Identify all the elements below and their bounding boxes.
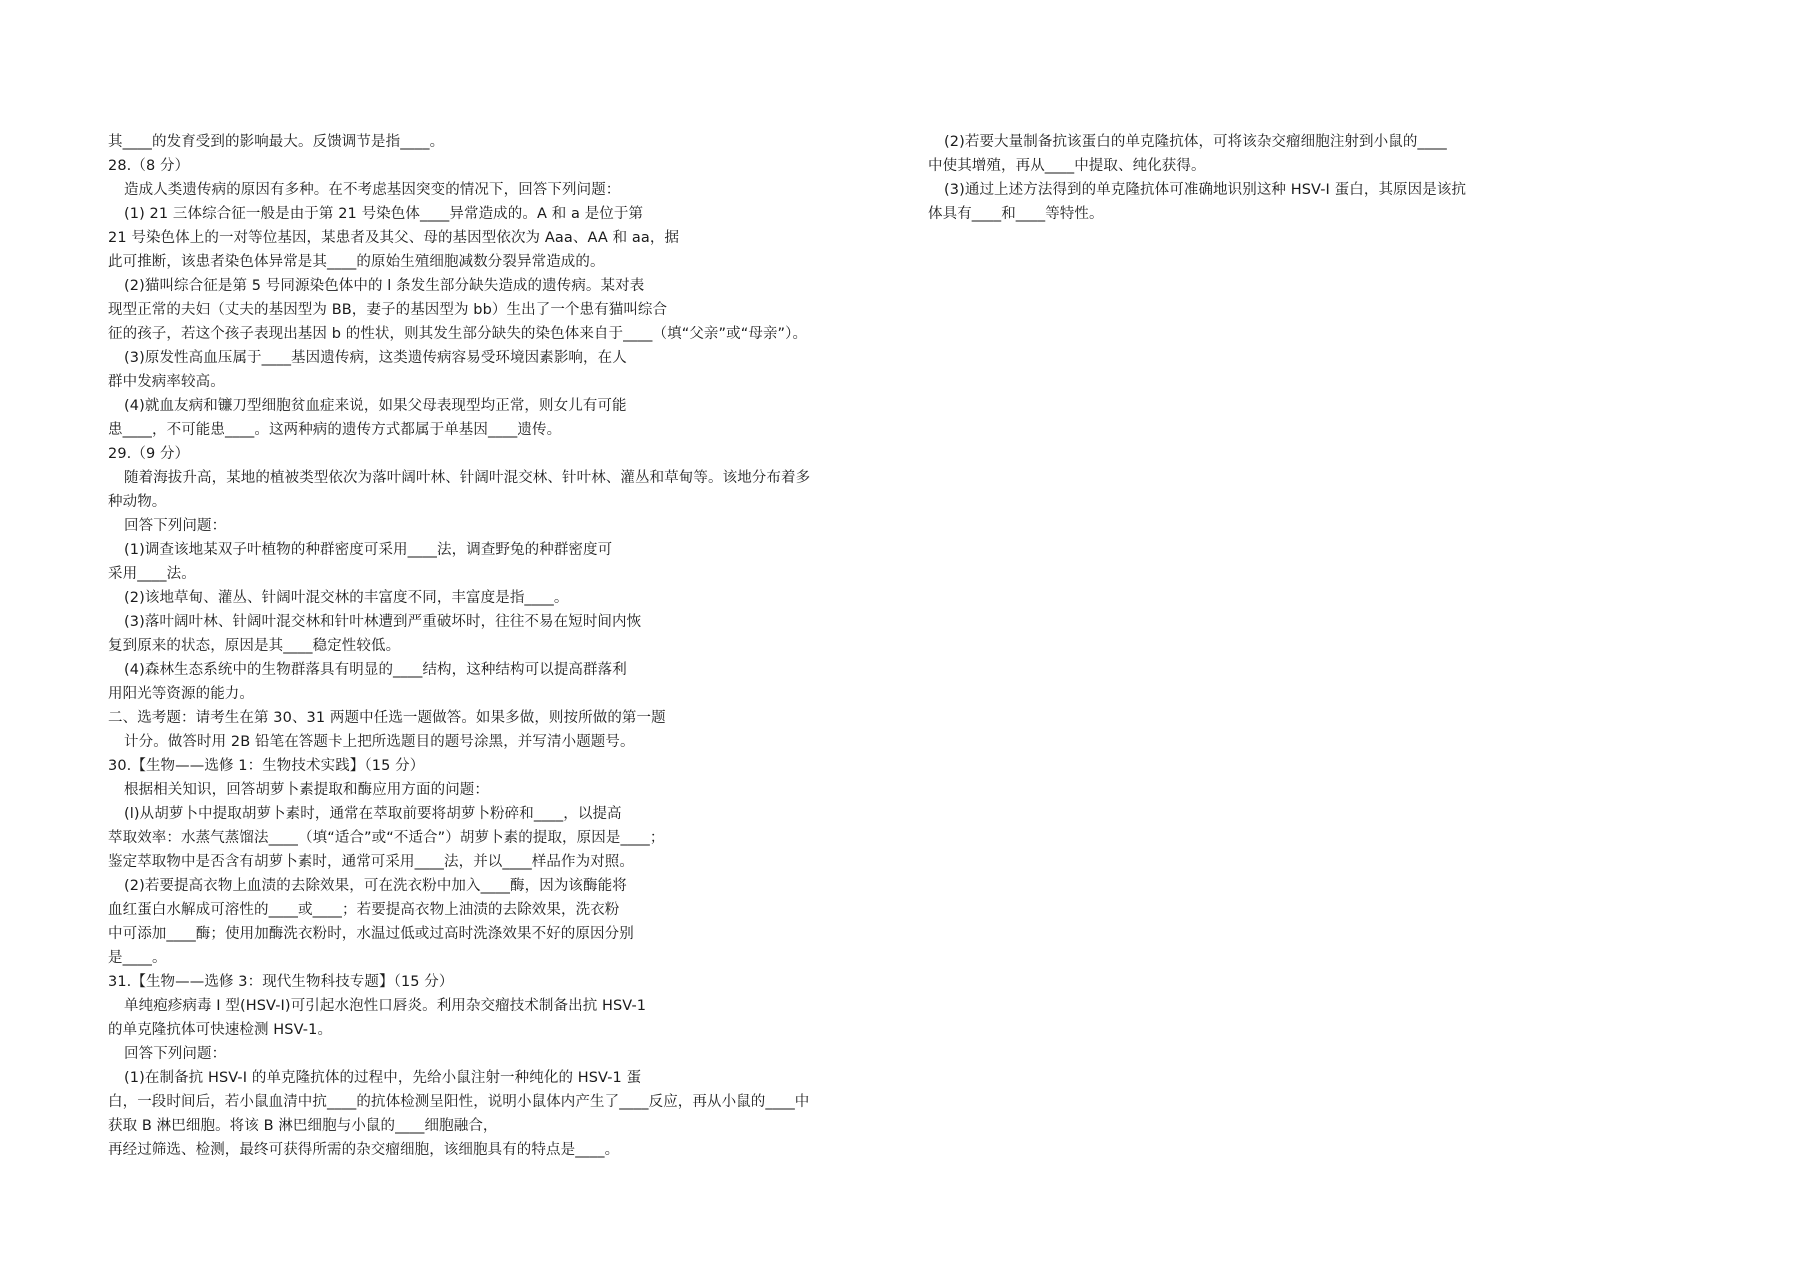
text-line: 29.（9 分） [108, 446, 190, 462]
text-line: 复到原来的状态，原因是其____稳定性较低。 [108, 638, 401, 654]
text-line: 随着海拔升高，某地的植被类型依次为落叶阔叶林、针阔叶混交林、针叶林、灌丛和草甸等。该地分布着多 [124, 470, 811, 486]
text-line: (4)森林生态系统中的生物群落具有明显的____结构，这种结构可以提高群落利 [124, 662, 627, 678]
text-line: (2)若要大量制备抗该蛋白的单克隆抗体，可将该杂交瘤细胞注射到小鼠的____ [944, 134, 1447, 150]
text-line: 根据相关知识，回答胡萝卜素提取和酶应用方面的问题： [124, 782, 489, 798]
right-column [928, 130, 1648, 226]
text-line: 体具有____和____等特性。 [928, 206, 1104, 222]
text-line: (1) 21 三体综合征一般是由于第 21 号染色体____异常造成的。A 和 a 是位于第 [124, 206, 644, 222]
text-line: (l)从胡萝卜中提取胡萝卜素时，通常在萃取前要将胡萝卜粉碎和____，以提高 [124, 806, 622, 822]
text-line: (1)调查该地某双子叶植物的种群密度可采用____法，调查野兔的种群密度可 [124, 542, 613, 558]
text-line: 回答下列问题： [124, 518, 227, 534]
text-line: 征的孩子，若这个孩子表现出基因 b 的性状，则其发生部分缺失的染色体来自于____（填“父亲”或“母亲”）。 [108, 326, 808, 342]
text-line: (2)猫叫综合征是第 5 号同源染色体中的 l 条发生部分缺失造成的遗传病。某对表 [124, 278, 645, 294]
text-line: 30.【生物——选修 1：生物技术实践】（15 分） [108, 758, 425, 774]
text-line: 群中发病率较高。 [108, 374, 225, 390]
text-line: 中可添加____酶；使用加酶洗衣粉时，水温过低或过高时洗涤效果不好的原因分别 [108, 926, 634, 942]
text-line: 白，一段时间后，若小鼠血清中抗____的抗体检测呈阳性，说明小鼠体内产生了____反应，再从小鼠的____中 [108, 1094, 810, 1110]
text-line: 回答下列问题： [124, 1046, 227, 1062]
text-line: 的单克隆抗体可快速检测 HSV-1。 [108, 1022, 333, 1038]
text-line: 用阳光等资源的能力。 [108, 686, 254, 702]
text-line: 现型正常的夫妇（丈夫的基因型为 BB，妻子的基因型为 bb）生出了一个患有猫叫综合 [108, 302, 668, 318]
text-line: 21 号染色体上的一对等位基因，某患者及其父、母的基因型依次为 Aaa、AA 和 aa，据 [108, 230, 680, 246]
text-line: 中使其增殖，再从____中提取、纯化获得。 [928, 158, 1206, 174]
text-line: 计分。做答时用 2B 铅笔在答题卡上把所选题目的题号涂黑，并写清小题题号。 [124, 734, 635, 750]
text-line: (3)落叶阔叶林、针阔叶混交林和针叶林遭到严重破坏时，往往不易在短时间内恢 [124, 614, 642, 630]
text-line: 血红蛋白水解成可溶性的____或____；若要提高衣物上油渍的去除效果，洗衣粉 [108, 902, 620, 918]
text-line: 萃取效率：水蒸气蒸馏法____（填“适合”或“不适合”）胡萝卜素的提取，原因是____； [108, 830, 665, 846]
text-line: 此可推断，该患者染色体异常是其____的原始生殖细胞减数分裂异常造成的。 [108, 254, 605, 270]
text-line: 其____的发育受到的影响最大。反馈调节是指____。 [108, 134, 445, 150]
text-line: 获取 B 淋巴细胞。将该 B 淋巴细胞与小鼠的____细胞融合， [108, 1118, 498, 1134]
text-line: 是____。 [108, 950, 167, 966]
text-line: (2)该地草甸、灌丛、针阔叶混交林的丰富度不同，丰富度是指____。 [124, 590, 569, 606]
left-column [108, 130, 898, 1162]
text-line: (3)原发性高血压属于____基因遗传病，这类遗传病容易受环境因素影响，在人 [124, 350, 627, 366]
text-line: 二、选考题：请考生在第 30、31 两题中任选一题做答。如果多做，则按所做的第一题 [108, 710, 666, 726]
text-line: (1)在制备抗 HSV-I 的单克隆抗体的过程中，先给小鼠注射一种纯化的 HSV-1 蛋 [124, 1070, 642, 1086]
text-line: (3)通过上述方法得到的单克隆抗体可准确地识别这种 HSV-I 蛋白，其原因是该抗 [944, 182, 1467, 198]
text-line: 单纯疱疹病毒 I 型(HSV-I)可引起水泡性口唇炎。利用杂交瘤技术制备出抗 HSV-1 [124, 998, 647, 1014]
text-line: (2)若要提高衣物上血渍的去除效果，可在洗衣粉中加入____酶，因为该酶能将 [124, 878, 627, 894]
text-line: 31.【生物——选修 3：现代生物科技专题】（15 分） [108, 974, 454, 990]
text-line: 鉴定萃取物中是否含有胡萝卜素时，通常可采用____法，并以____样品作为对照。 [108, 854, 634, 870]
text-line: 患____，不可能患____。这两种病的遗传方式都属于单基因____遗传。 [108, 422, 562, 438]
text-line: 造成人类遗传病的原因有多种。在不考虑基因突变的情况下，回答下列问题： [124, 182, 621, 198]
text-line: 28.（8 分） [108, 158, 190, 174]
text-line: 种动物。 [108, 494, 167, 510]
text-line: 采用____法。 [108, 566, 196, 582]
text-line: 再经过筛选、检测，最终可获得所需的杂交瘤细胞，该细胞具有的特点是____。 [108, 1142, 620, 1158]
text-line: (4)就血友病和镰刀型细胞贫血症来说，如果父母表现型均正常，则女儿有可能 [124, 398, 627, 414]
